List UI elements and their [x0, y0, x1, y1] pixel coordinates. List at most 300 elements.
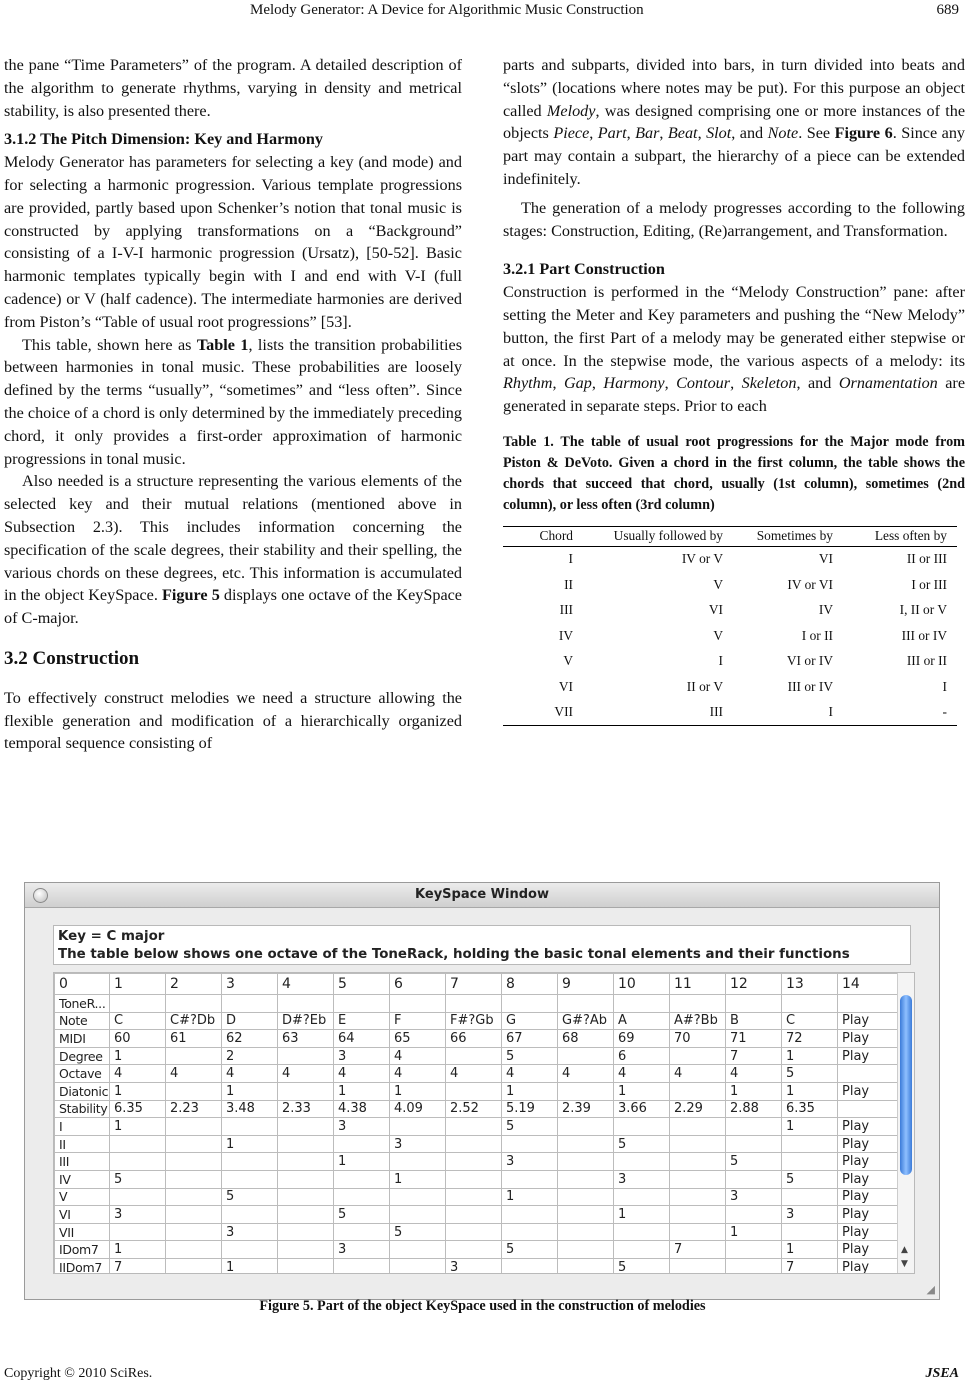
- table-header: Usually followed by: [583, 526, 733, 546]
- grid-cell: 4: [390, 1065, 446, 1083]
- grid-header-row: [55, 974, 898, 995]
- table-cell: I: [733, 700, 843, 726]
- grid-cell: [334, 995, 390, 1013]
- section-heading: 3.2 Construction: [4, 647, 140, 669]
- grid-row-label: Octave: [55, 1065, 110, 1083]
- grid-column-header[interactable]: 5: [334, 974, 390, 995]
- grid-column-header[interactable]: 6: [390, 974, 446, 995]
- table-cell: VI or IV: [786, 653, 833, 669]
- figure-reference[interactable]: Figure 5: [162, 586, 220, 605]
- grid-cell: 1: [222, 1082, 278, 1100]
- grid-row: [55, 1135, 898, 1153]
- grid-cell: 3: [110, 1206, 166, 1224]
- grid-cell: [446, 1170, 502, 1188]
- grid-cell: [726, 1170, 782, 1188]
- running-title: Melody Generator: A Device for Algorithmic Music Construction: [250, 2, 644, 18]
- paragraph: Melody Generator has parameters for selecting a key (and mode) and for selecting a harmonic progression. Various template progressions are provided, partly based upon Schenker’s notion that tonal music is constructed by applying transformations on a “Background” consisting of a I-V-I harmonic progression (Ursatz), [50-52]. Basic harmonic templates typically begin with I and end with V-I (full cadence) or V (half cadence). The intermediate harmonies are derived from Piston’s “Table of usual root progressions” [53].: [4, 153, 462, 331]
- grid-cell: 2.29: [670, 1100, 726, 1118]
- grid-cell: [278, 1206, 334, 1224]
- grid-cell: [670, 1082, 726, 1100]
- grid-row-label: IDom7: [55, 1241, 110, 1259]
- table-reference[interactable]: Table 1: [196, 335, 249, 354]
- grid-cell: [558, 995, 614, 1013]
- grid-cell: [166, 1188, 222, 1206]
- grid-row-label: I: [55, 1118, 110, 1136]
- grid-cell: 4: [558, 1065, 614, 1083]
- grid-cell: A#?Bb: [670, 1012, 726, 1030]
- table-cell: I: [718, 653, 723, 669]
- play-cell[interactable]: Play: [838, 1241, 898, 1259]
- grid-cell: 3: [222, 1223, 278, 1241]
- grid-cell: 6.35: [782, 1100, 838, 1118]
- paragraph: parts and subparts, divided into bars, in turn divided into beats and “slots” (locations where notes may be put). For this purpose an object called Melody, was designed comprising one or more instances of the objects Piece, Part, Bar, Beat, Slot, and Note. See Figure 6. Since any part may contain a subpart, the hierarchy of a piece can be extended indefinitely.: [503, 56, 965, 188]
- grid-cell: [558, 1047, 614, 1065]
- grid-cell: 1: [726, 1223, 782, 1241]
- grid-cell: [390, 1188, 446, 1206]
- copyright: Copyright © 2010 SciRes.: [4, 1366, 153, 1381]
- grid-cell: [726, 1135, 782, 1153]
- grid-cell: [838, 995, 898, 1013]
- paragraph: The generation of a melody progresses according to the following stages: Construction, Editing, (Re)arrangement, and Transformation.: [503, 198, 965, 240]
- grid-cell: [502, 1258, 558, 1274]
- grid-cell: 3.48: [222, 1100, 278, 1118]
- grid-cell: [278, 1082, 334, 1100]
- table-cell: VI: [818, 551, 833, 567]
- grid-cell: 1: [502, 1082, 558, 1100]
- grid-cell: [726, 1258, 782, 1274]
- grid-cell: [390, 1153, 446, 1171]
- grid-column-header[interactable]: 7: [446, 974, 502, 995]
- grid-column-header[interactable]: 4: [278, 974, 334, 995]
- table-cell: II: [564, 576, 573, 592]
- grid-cell: 3: [446, 1258, 502, 1274]
- grid-cell: [334, 1135, 390, 1153]
- grid-cell: [558, 1188, 614, 1206]
- grid-cell: 1: [390, 1082, 446, 1100]
- figure-caption: Figure 5. Part of the object KeySpace used in the construction of melodies: [259, 1298, 706, 1314]
- grid-row-label: IIDom7: [55, 1258, 110, 1274]
- grid-row: [55, 1030, 898, 1048]
- grid-cell: [726, 1241, 782, 1259]
- play-cell[interactable]: Play: [838, 1030, 898, 1048]
- table-cell: I or III: [911, 576, 947, 592]
- paragraph: This table, shown here as Table 1, lists the transition probabilities between harmonies in tonal music. These probabilities are loosely defined by the terms “usually”, “sometimes” and “less often”. Since the choice of a chord is only determined by the immediately preceding chord, it only provides a first-order approximation of harmonic progressions in tonal music.: [4, 335, 462, 468]
- grid-cell: [166, 1135, 222, 1153]
- grid-cell: [670, 1118, 726, 1136]
- grid-cell: [446, 1153, 502, 1171]
- grid-cell: 5: [726, 1153, 782, 1171]
- grid-cell: 1: [726, 1082, 782, 1100]
- table-cell: IV or V: [681, 551, 723, 567]
- grid-cell: [446, 1082, 502, 1100]
- grid-cell: 5.19: [502, 1100, 558, 1118]
- table-header: Sometimes by: [733, 526, 843, 546]
- grid-cell: [670, 1188, 726, 1206]
- grid-cell: [670, 995, 726, 1013]
- grid-cell: 4: [110, 1065, 166, 1083]
- grid-cell: 4: [334, 1065, 390, 1083]
- table-row: [503, 649, 957, 675]
- grid-row-label: Stability: [55, 1100, 110, 1118]
- grid-cell: 3: [334, 1118, 390, 1136]
- grid-cell: [278, 1188, 334, 1206]
- grid-cell: 1: [614, 1206, 670, 1224]
- grid-cell: 67: [502, 1030, 558, 1048]
- table-cell: -: [843, 700, 957, 726]
- grid-cell: 5: [502, 1047, 558, 1065]
- play-cell[interactable]: Play: [838, 1047, 898, 1065]
- grid-row-label: VI: [55, 1206, 110, 1224]
- paragraph: To effectively construct melodies we need a structure allowing the flexible generation and modification of a hierarchically organized temporal sequence consisting of: [4, 688, 462, 753]
- grid-cell: 4: [390, 1047, 446, 1065]
- grid-cell: 62: [222, 1030, 278, 1048]
- grid-cell: 4: [278, 1065, 334, 1083]
- grid-cell: 1: [110, 1047, 166, 1065]
- grid-cell: 3: [334, 1241, 390, 1259]
- table-row: [503, 598, 957, 624]
- grid-cell: 70: [670, 1030, 726, 1048]
- grid-cell: [670, 1206, 726, 1224]
- grid-cell: B: [726, 1012, 782, 1030]
- grid-cell: [614, 995, 670, 1013]
- grid-row: [55, 1012, 898, 1030]
- grid-column-header[interactable]: 12: [726, 974, 782, 995]
- table-row: [503, 623, 957, 649]
- left-column: [4, 54, 462, 755]
- grid-column-header[interactable]: 14: [838, 974, 898, 995]
- grid-row: [55, 1188, 898, 1206]
- table-cell: III: [583, 700, 733, 726]
- grid-row-label: V: [55, 1188, 110, 1206]
- grid-column-header[interactable]: 11: [670, 974, 726, 995]
- play-cell[interactable]: Play: [838, 1223, 898, 1241]
- play-cell[interactable]: Play: [838, 1153, 898, 1171]
- grid-row: [55, 1100, 898, 1118]
- grid-cell: [502, 1170, 558, 1188]
- grid-column-header[interactable]: 3: [222, 974, 278, 995]
- grid-cell: 7: [670, 1241, 726, 1259]
- grid-row: [55, 1223, 898, 1241]
- grid-cell: 1: [390, 1170, 446, 1188]
- grid-cell: 61: [166, 1030, 222, 1048]
- grid-cell: 1: [782, 1118, 838, 1136]
- table-cell: II or III: [906, 551, 947, 567]
- grid-cell: 1: [334, 1082, 390, 1100]
- grid-cell: 1: [334, 1153, 390, 1171]
- grid-cell: C: [782, 1012, 838, 1030]
- grid-cell: 1: [222, 1135, 278, 1153]
- table-cell: V: [713, 627, 723, 643]
- grid-cell: C: [110, 1012, 166, 1030]
- grid-cell: [838, 1100, 898, 1118]
- paragraph: the pane “Time Parameters” of the program. A detailed description of the algorithm to generate rhythms, varying in density and metrical stability, is also presented there.: [4, 56, 462, 120]
- table-header: Less often by: [843, 526, 957, 546]
- grid-cell: 1: [782, 1082, 838, 1100]
- table-cell: III or IV: [901, 627, 947, 643]
- grid-cell: 60: [110, 1030, 166, 1048]
- grid-row-label: III: [55, 1153, 110, 1171]
- grid-row: [55, 1258, 898, 1274]
- page-number: 689: [936, 2, 959, 18]
- table-row: [503, 546, 957, 572]
- grid-column-header[interactable]: 1: [110, 974, 166, 995]
- key-description: The table below shows one octave of the ToneRack, holding the basic tonal elements and their functions: [58, 947, 850, 962]
- grid-column-header[interactable]: 2: [166, 974, 222, 995]
- grid-cell: [782, 995, 838, 1013]
- grid-cell: 3: [334, 1047, 390, 1065]
- root-progressions-table: [503, 526, 957, 727]
- grid-cell: [446, 1223, 502, 1241]
- grid-cell: [670, 1047, 726, 1065]
- figure-reference[interactable]: Figure 6: [834, 124, 893, 143]
- grid-cell: 69: [614, 1030, 670, 1048]
- grid-cell: [278, 1241, 334, 1259]
- grid-cell: [222, 995, 278, 1013]
- grid-cell: A: [614, 1012, 670, 1030]
- grid-row-label: ToneR...: [55, 995, 110, 1013]
- grid-cell: 2.39: [558, 1100, 614, 1118]
- paragraph: Also needed is a structure representing the various elements of the selected key and their mutual relations (mentioned above in Subsection 2.3). This includes information concerning the specification of the scale degrees, their stability and their spelling, the various chords on these degrees, etc. This information is accumulated in the object KeySpace. Figure 5 displays one octave of the KeySpace of C-major.: [4, 472, 462, 628]
- grid-cell: [222, 1153, 278, 1171]
- grid-cell: [278, 995, 334, 1013]
- grid-row: [55, 1118, 898, 1136]
- table-cell: III or II: [906, 653, 947, 669]
- grid-cell: [110, 1223, 166, 1241]
- grid-cell: [390, 1118, 446, 1136]
- grid-row-label: Diatonic: [55, 1082, 110, 1100]
- grid-cell: 4: [446, 1065, 502, 1083]
- grid-cell: [110, 995, 166, 1013]
- grid-cell: 5: [334, 1206, 390, 1224]
- table-cell: VII: [503, 700, 583, 726]
- grid-column-header[interactable]: 10: [614, 974, 670, 995]
- grid-cell: [334, 1170, 390, 1188]
- grid-cell: 2.88: [726, 1100, 782, 1118]
- grid-cell: [670, 1258, 726, 1274]
- key-info-box: [53, 925, 911, 965]
- grid-cell: [166, 1206, 222, 1224]
- grid-cell: [726, 995, 782, 1013]
- grid-cell: [782, 1188, 838, 1206]
- grid-cell: 7: [110, 1258, 166, 1274]
- paragraph: Construction is performed in the “Melody Construction” pane: after setting the Meter and Key parameters and pushing the “New Melody” button, the first Part of a melody may be generated either stepwise or at once. In the stepwise mode, the various aspects of a melody: its Rhythm, Gap, Harmony, Contour, Skeleton, and Ornamentation are generated in separate steps. Prior to each: [503, 283, 965, 416]
- grid-cell: F#?Gb: [446, 1012, 502, 1030]
- grid-cell: [558, 1241, 614, 1259]
- grid-cell: 5: [614, 1135, 670, 1153]
- grid-cell: [166, 1153, 222, 1171]
- grid-cell: [390, 1241, 446, 1259]
- table-header-row: [503, 526, 957, 546]
- keyspace-grid: [53, 972, 915, 1274]
- play-cell[interactable]: Play: [838, 1082, 898, 1100]
- grid-cell: 6.35: [110, 1100, 166, 1118]
- scrollbar-thumb[interactable]: [900, 995, 912, 1175]
- grid-cell: 3: [390, 1135, 446, 1153]
- grid-cell: [782, 1153, 838, 1171]
- grid-cell: 66: [446, 1030, 502, 1048]
- grid-cell: [110, 1135, 166, 1153]
- grid-cell: [558, 1082, 614, 1100]
- grid-cell: 4: [166, 1065, 222, 1083]
- grid-row: [55, 1206, 898, 1224]
- grid-cell: [614, 1118, 670, 1136]
- grid-cell: 64: [334, 1030, 390, 1048]
- grid-cell: [558, 1170, 614, 1188]
- grid-cell: 5: [502, 1118, 558, 1136]
- grid-cell: [390, 1206, 446, 1224]
- grid-cell: [502, 995, 558, 1013]
- journal-name: JSEA: [925, 1366, 959, 1381]
- key-label: Key = C major: [58, 929, 165, 944]
- grid-cell: [166, 1223, 222, 1241]
- grid-cell: 3: [614, 1170, 670, 1188]
- grid-cell: 4: [614, 1065, 670, 1083]
- scroll-up-arrow-icon[interactable]: ▲: [901, 1245, 908, 1255]
- grid-cell: 3: [726, 1188, 782, 1206]
- play-cell[interactable]: Play: [838, 1118, 898, 1136]
- play-cell[interactable]: Play: [838, 1012, 898, 1030]
- grid-cell: [334, 1258, 390, 1274]
- grid-cell: [726, 1206, 782, 1224]
- subsection-heading: 3.2.1 Part Construction: [503, 260, 665, 279]
- grid-cell: [446, 1206, 502, 1224]
- grid-cell: [278, 1223, 334, 1241]
- grid-cell: 3: [502, 1153, 558, 1171]
- scroll-down-arrow-icon[interactable]: ▼: [901, 1259, 908, 1269]
- grid-cell: 1: [222, 1258, 278, 1274]
- table-cell: IV or VI: [787, 576, 833, 592]
- grid-cell: [502, 1135, 558, 1153]
- grid-row-label: II: [55, 1135, 110, 1153]
- grid-row-label: Note: [55, 1012, 110, 1030]
- grid-cell: [278, 1153, 334, 1171]
- grid-cell: 4: [670, 1065, 726, 1083]
- table-cell: III: [559, 602, 573, 618]
- grid-cell: 65: [390, 1030, 446, 1048]
- grid-cell: D: [222, 1012, 278, 1030]
- grid-row-label: VII: [55, 1223, 110, 1241]
- grid-cell: C#?Db: [166, 1012, 222, 1030]
- grid-row: [55, 1241, 898, 1259]
- window-titlebar[interactable]: [25, 883, 939, 908]
- grid-cell: [614, 1188, 670, 1206]
- grid-cell: 4: [726, 1065, 782, 1083]
- grid-cell: [726, 1118, 782, 1136]
- window-title: KeySpace Window: [415, 887, 549, 902]
- grid-cell: [614, 1241, 670, 1259]
- grid-cell: 1: [614, 1082, 670, 1100]
- grid-cell: 1: [502, 1188, 558, 1206]
- table-cell: V: [713, 576, 723, 592]
- grid-cell: 1: [782, 1047, 838, 1065]
- grid-row-label: Degree: [55, 1047, 110, 1065]
- grid-cell: 68: [558, 1030, 614, 1048]
- grid-cell: 2.23: [166, 1100, 222, 1118]
- grid-cell: 5: [502, 1241, 558, 1259]
- grid-row: [55, 1082, 898, 1100]
- grid-cell: [502, 1206, 558, 1224]
- grid-cell: 4.09: [390, 1100, 446, 1118]
- grid-row: [55, 995, 898, 1013]
- grid-cell: [166, 1258, 222, 1274]
- grid-cell: F: [390, 1012, 446, 1030]
- grid-cell: 71: [726, 1030, 782, 1048]
- grid-cell: [446, 1241, 502, 1259]
- grid-cell: [222, 1170, 278, 1188]
- grid-cell: 5: [390, 1223, 446, 1241]
- vertical-scrollbar[interactable]: [897, 973, 914, 1273]
- play-cell[interactable]: Play: [838, 1206, 898, 1224]
- grid-row-label: MIDI: [55, 1030, 110, 1048]
- grid-cell: [110, 1188, 166, 1206]
- grid-cell: [390, 1258, 446, 1274]
- grid-cell: 2: [222, 1047, 278, 1065]
- grid-cell: [446, 1047, 502, 1065]
- table-cell: IV: [818, 602, 833, 618]
- grid-cell: [166, 1118, 222, 1136]
- table-header: Chord: [503, 526, 583, 546]
- grid-cell: [670, 1135, 726, 1153]
- grid-cell: 3: [782, 1206, 838, 1224]
- grid-cell: [558, 1206, 614, 1224]
- grid-cell: [446, 995, 502, 1013]
- grid-cell: 7: [726, 1047, 782, 1065]
- play-cell[interactable]: Play: [838, 1135, 898, 1153]
- table-row: [503, 700, 957, 726]
- table-row: [503, 674, 957, 700]
- grid-cell: G: [502, 1012, 558, 1030]
- grid-column-header[interactable]: 0: [55, 974, 110, 995]
- table-row: [503, 572, 957, 598]
- grid-row-label: IV: [55, 1170, 110, 1188]
- grid-cell: [558, 1223, 614, 1241]
- grid-cell: 7: [782, 1258, 838, 1274]
- play-cell[interactable]: Play: [838, 1258, 898, 1274]
- grid-cell: [278, 1118, 334, 1136]
- play-cell[interactable]: Play: [838, 1170, 898, 1188]
- grid-column-header[interactable]: 9: [558, 974, 614, 995]
- grid-cell: [278, 1047, 334, 1065]
- grid-cell: [558, 1118, 614, 1136]
- grid-cell: [334, 1223, 390, 1241]
- grid-cell: [782, 1135, 838, 1153]
- resize-grip-icon[interactable]: ◢: [926, 1283, 935, 1296]
- grid-cell: [390, 995, 446, 1013]
- table-caption: Table 1. The table of usual root progressions for the Major mode from Piston & DeVoto. Given a chord in the first column, the table shows the chords that succeed that chord, usually (1st column), sometimes (2nd column), or less often (3rd column): [503, 433, 965, 513]
- grid-column-header[interactable]: 8: [502, 974, 558, 995]
- grid-cell: [670, 1170, 726, 1188]
- subsection-heading: 3.1.2 The Pitch Dimension: Key and Harmony: [4, 130, 323, 149]
- table-cell: VI: [558, 678, 573, 694]
- grid-cell: [838, 1065, 898, 1083]
- grid-cell: [278, 1135, 334, 1153]
- grid-cell: [558, 1258, 614, 1274]
- grid-cell: 1: [110, 1241, 166, 1259]
- grid-cell: 4: [502, 1065, 558, 1083]
- grid-row: [55, 1047, 898, 1065]
- play-cell[interactable]: Play: [838, 1188, 898, 1206]
- grid-column-header[interactable]: 13: [782, 974, 838, 995]
- grid-cell: [446, 1188, 502, 1206]
- grid-row: [55, 1065, 898, 1083]
- grid-cell: 6: [614, 1047, 670, 1065]
- grid-cell: [502, 1223, 558, 1241]
- grid-cell: [222, 1241, 278, 1259]
- grid-cell: [614, 1223, 670, 1241]
- grid-cell: [222, 1118, 278, 1136]
- table-cell: IV: [558, 627, 573, 643]
- table-cell: VI: [708, 602, 723, 618]
